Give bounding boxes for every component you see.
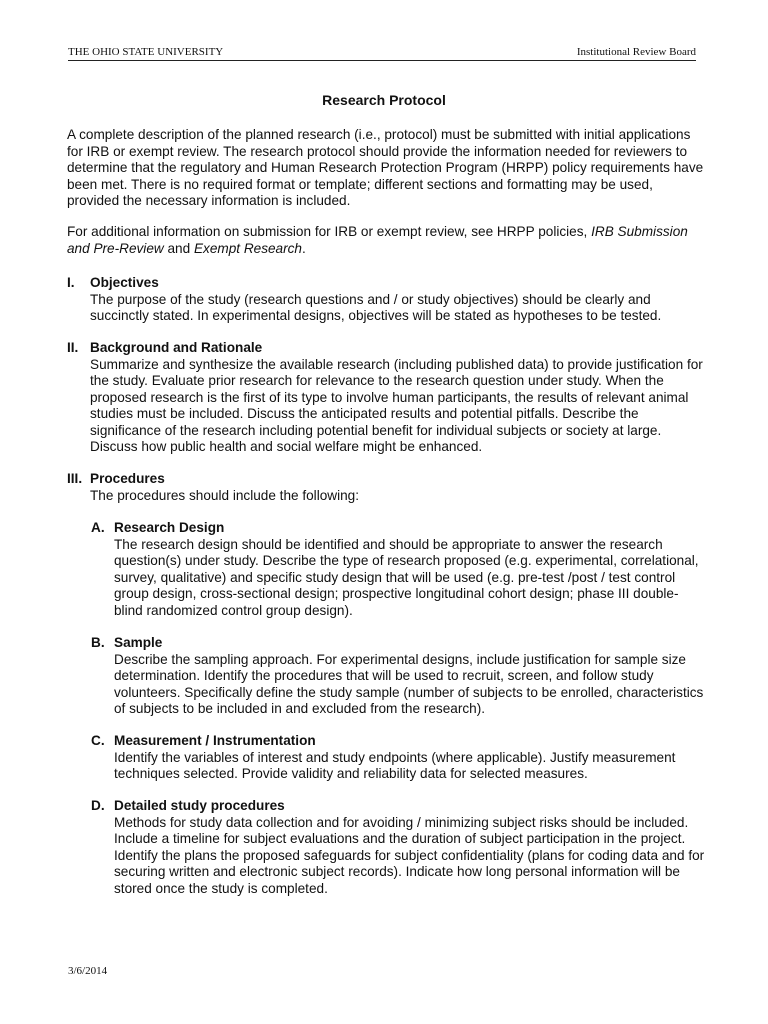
subsection-detailed-procedures [91,798,706,897]
subsection-letter: A. [91,520,105,535]
policy-link-irb-submission: IRB Submission and Pre-Review [67,224,688,256]
subsection-heading [91,733,706,750]
subsection-research-design [91,520,706,619]
document-title: Research Protocol [322,92,446,108]
section-number: III. [67,471,83,486]
additional-middle: and [163,240,194,256]
section-number: I. [67,275,75,290]
section-body: The purpose of the study (research questions and / or study objectives) should be clearly and succinctly stated. In experimental designs, objectives will be stated as hypotheses to be tested. [90,291,662,323]
section-heading [67,340,707,357]
additional-info-paragraph [67,224,707,257]
subsection-letter: C. [91,733,105,748]
footer-date: 3/6/2014 [68,965,108,977]
subsection-body: Methods for study data collection and for avoiding / minimizing subject risks should be included. Include a timeline for subject evaluations and the duration of subject participation in the project. Identify the plans the proposed safeguards for subject confidentiality (plans for coding data and for securing written and electronic subject records). Indicate how long personal information will be stored once the study is completed. [114,814,705,896]
subsection-body: Describe the sampling approach. For experimental designs, include justification for sample size determination. Identify the procedures that will be used to recruit, screen, and follow study volunteers. Specifically define the study sample (number of subjects to be enrolled, characteristics of subjects to be included in and excluded from the research). [114,651,704,716]
section-background [67,340,707,456]
subsection-letter: B. [91,635,105,650]
section-title: Background and Rationale [90,340,263,355]
page-header [68,46,696,61]
additional-prefix: For additional information on submission for IRB or exempt review, see HRPP policies, [67,224,592,239]
intro-paragraph: A complete description of the planned research (i.e., protocol) must be submitted with initial applications for IRB or exempt review. The research protocol should provide the information needed for reviewers to determine that the regulatory and Human Research Protection Program (HRPP) policy requirements have been met. There is no required format or template; different sections and formatting may be used, provided the necessary information is included. [67,127,704,208]
header-university: THE OHIO STATE UNIVERSITY [68,46,224,58]
subsection-title: Detailed study procedures [114,798,285,813]
section-procedures [67,471,707,504]
section-title: Procedures [90,471,165,486]
subsection-heading [91,635,706,652]
section-body: Summarize and synthesize the available research (including published data) to provide justification for the study. Evaluate prior research for relevance to the research question under study. When the proposed research is the first of its type to involve human participants, the results of relevant animal studies must be included. Discuss the anticipated results and potential pitfalls. Describe the significance of the research including potential benefit for individual subjects or society at large. Discuss how public health and social welfare might be enhanced. [90,356,703,454]
subsection-heading [91,798,706,815]
policy-link-exempt-research: Exempt Research [193,240,302,256]
header-board: Institutional Review Board [576,46,696,58]
subsection-letter: D. [91,798,105,813]
subsection-title: Sample [114,635,163,650]
subsection-title: Research Design [114,520,225,535]
subsection-sample [91,635,706,718]
subsection-heading [91,520,706,537]
subsection-body: Identify the variables of interest and study endpoints (where applicable). Justify measurement techniques selected. Provide validity and reliability data for selected measures. [114,749,676,781]
section-objectives [67,275,707,325]
section-body: The procedures should include the following: [90,487,360,503]
section-number: II. [67,340,79,355]
section-heading [67,471,707,488]
section-heading [67,275,707,292]
additional-suffix: . [302,240,306,256]
subsection-body: The research design should be identified and should be appropriate to answer the research question(s) under study. Describe the type of research proposed (e.g. experimental, correlational, survey, qualitative) and specific study design that will be used (e.g. pre-test /post / test control group design, cross-sectional design; prospective longitudinal cohort design; phase III double-blind randomized control group design). [114,536,699,618]
section-title: Objectives [90,275,159,290]
subsection-title: Measurement / Instrumentation [114,733,316,748]
subsection-measurement [91,733,706,783]
